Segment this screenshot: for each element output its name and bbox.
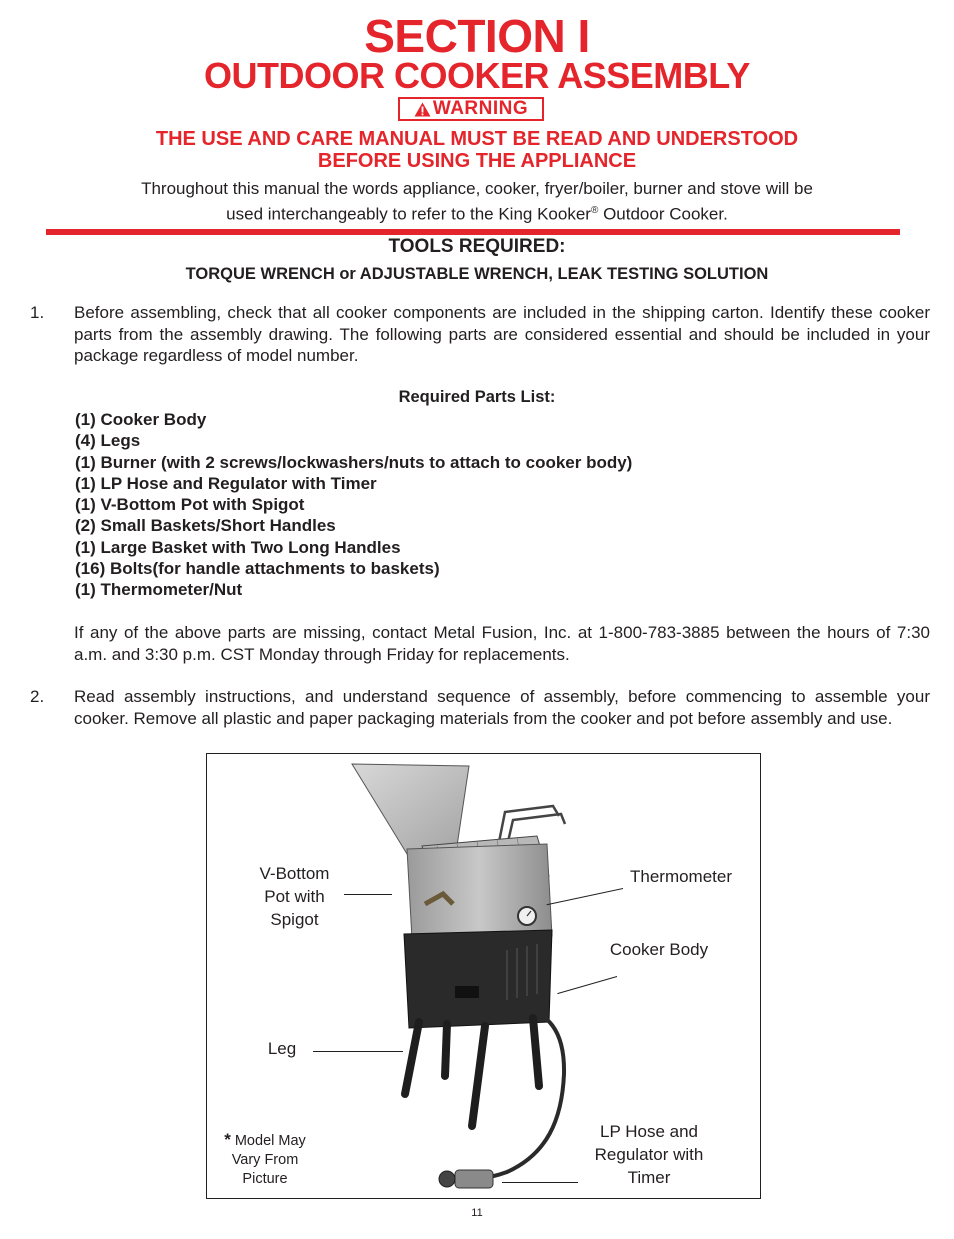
hose-shape [453, 1010, 564, 1179]
label-line: LP Hose and [600, 1122, 698, 1141]
regulator-knob [439, 1171, 455, 1187]
section-title: SECTION I [364, 10, 590, 62]
warning-label: WARNING [432, 98, 529, 119]
leader-line-leg [313, 1051, 403, 1052]
intro-line-2b: Outdoor Cooker. [598, 204, 728, 224]
missing-parts-note: If any of the above parts are missing, contact Metal Fusion, Inc. at 1-800-783-3885 between the hours of 7:30 a.m. and 3:30 p.m. CST Monday through Friday for replacements. [74, 623, 930, 664]
step-2-text: Read assembly instructions, and understand sequence of assembly, before commencing to assemble your cooker. Remove all plastic and paper packaging materials from the cooker and pot before assembly and use. [74, 687, 930, 728]
caution-line-1: THE USE AND CARE MANUAL MUST BE READ AND UNDERSTOOD [155, 128, 799, 150]
step-number: 1. [30, 303, 45, 322]
list-item: (1) Burner (with 2 screws/lockwashers/nuts to attach to cooker body) [75, 452, 633, 472]
label-line: Regulator with [594, 1145, 704, 1164]
caution-line-2: BEFORE USING THE APPLIANCE [317, 150, 637, 172]
page-number: 11 [471, 1207, 483, 1219]
leader-line-hose [502, 1182, 578, 1183]
label-line: Pot with [264, 887, 325, 906]
note-text: Model May [230, 1133, 306, 1149]
regulator-shape [455, 1170, 493, 1188]
label-line: V-Bottom [259, 864, 330, 883]
note-line [212, 1130, 318, 1151]
warning-badge [398, 97, 544, 121]
registered-mark: ® [590, 205, 599, 216]
label-line: Spigot [270, 910, 319, 929]
red-divider [46, 229, 900, 235]
warning-triangle-icon [414, 102, 431, 117]
cooker-body-shape [404, 930, 552, 1028]
list-item: (1) Thermometer/Nut [75, 580, 243, 600]
label-v-bottom-pot [247, 862, 342, 931]
step-1-text: Before assembling, check that all cooker components are included in the shipping carton. Identify these cooker parts from the assembly drawing. The following parts are considered essential and should be included in your package regardless of model number. [74, 303, 930, 365]
step-number: 2. [30, 687, 45, 706]
intro-line-2a: used interchangeably to refer to the King Kooker [226, 204, 591, 224]
list-item: (16) Bolts(for handle attachments to baskets) [75, 559, 440, 579]
leader-line-pot [344, 894, 392, 895]
label-thermometer: Thermometer [629, 867, 733, 886]
tools-list: TORQUE WRENCH or ADJUSTABLE WRENCH, LEAK TESTING SOLUTION [185, 265, 769, 283]
list-item: (2) Small Baskets/Short Handles [75, 516, 336, 536]
label-cooker-body: Cooker Body [609, 940, 709, 959]
intro-line-1: Throughout this manual the words appliance, cooker, fryer/boiler, burner and stove will be [141, 179, 813, 198]
caution-heading [0, 128, 954, 172]
list-item: (1) Large Basket with Two Long Handles [75, 537, 401, 557]
page-title: OUTDOOR COOKER ASSEMBLY [204, 55, 750, 96]
list-item: (4) Legs [75, 431, 141, 451]
list-item: (1) Cooker Body [75, 410, 207, 429]
parts-list [75, 409, 632, 601]
model-note [212, 1130, 318, 1189]
label-lp-hose [579, 1120, 719, 1189]
list-item: (1) LP Hose and Regulator with Timer [75, 473, 377, 493]
intro-text [0, 178, 954, 226]
list-item: (1) V-Bottom Pot with Spigot [75, 495, 305, 515]
parts-list-heading: Required Parts List: [398, 388, 556, 406]
note-line: Picture [242, 1171, 288, 1187]
tools-heading: TOOLS REQUIRED: [388, 236, 566, 257]
intro-line-2 [0, 200, 954, 226]
cooker-vent [455, 986, 479, 998]
label-leg: Leg [267, 1039, 297, 1058]
lid-shape [352, 764, 469, 854]
note-line: Vary From [231, 1152, 299, 1168]
label-line: Timer [627, 1168, 671, 1187]
legs-shape [405, 1018, 539, 1126]
note-asterisk: * [224, 1130, 231, 1149]
